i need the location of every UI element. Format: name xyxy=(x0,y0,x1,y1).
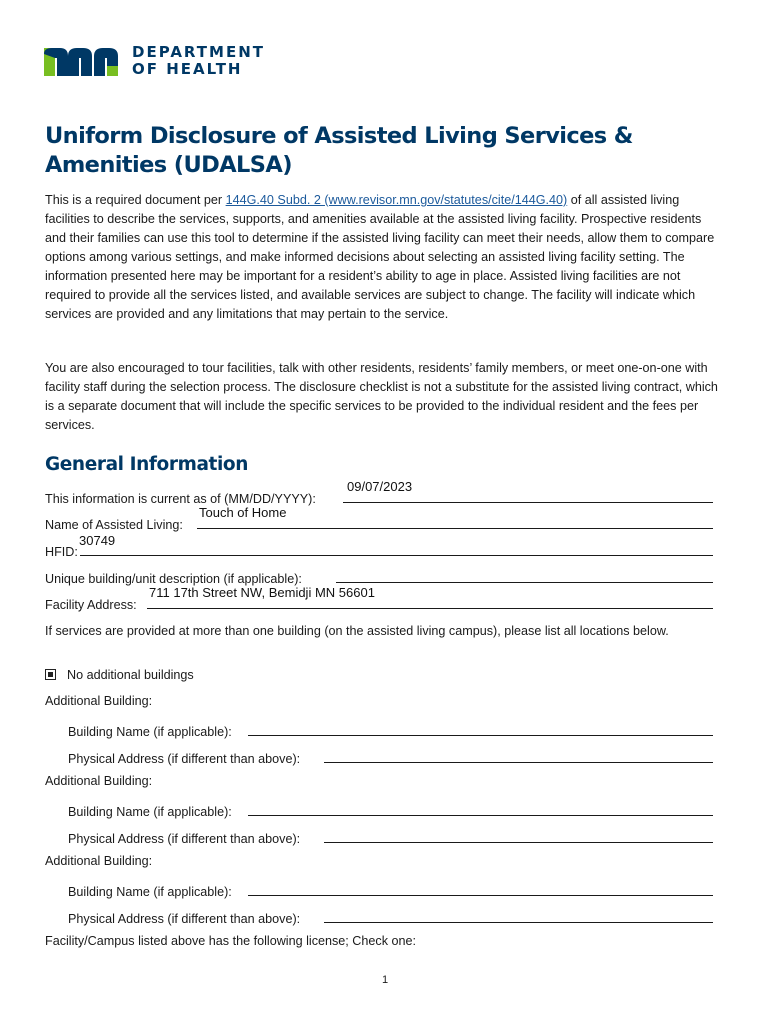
physical-address-field-3[interactable] xyxy=(324,922,713,923)
intro-text-before: This is a required document per xyxy=(45,193,226,207)
facility-address-field[interactable]: 711 17th Street NW, Bemidji MN 56601 xyxy=(149,585,375,600)
physical-address-row-1 xyxy=(68,746,713,766)
unique-building-field[interactable] xyxy=(336,582,713,583)
page-title: Uniform Disclosure of Assisted Living Services & Amenities (UDALSA) xyxy=(45,123,633,178)
building-name-label-3: Building Name (if applicable): xyxy=(68,885,232,899)
current-as-of-label: This information is current as of (MM/DD/YYYY): xyxy=(45,492,316,506)
multi-building-text: If services are provided at more than one building (on the assisted living campus), please list all locations below. xyxy=(45,624,669,638)
building-name-row-1 xyxy=(68,719,713,739)
current-as-of-field[interactable]: 09/07/2023 xyxy=(347,479,413,494)
additional-building-label-2: Additional Building: xyxy=(45,774,153,788)
building-name-row-2 xyxy=(68,799,713,819)
logo-line2: OF HEALTH xyxy=(132,60,243,78)
unique-building-row xyxy=(45,566,713,586)
tour-paragraph: You are also encouraged to tour facilities, talk with other residents, residents’ family members, or meet one-on-one with facility staff during the selection process. The disclosure checklist is not a substitute for the assisted living contract, which is a separate document that will include the specific services to be provided to the individual resident and the fees per services. xyxy=(45,361,718,432)
section-heading-general: General Information xyxy=(45,454,249,475)
license-text: Facility/Campus listed above has the following license; Check one: xyxy=(45,934,417,948)
physical-address-field-2[interactable] xyxy=(324,842,713,843)
physical-address-label-2: Physical Address (if different than above): xyxy=(68,832,301,846)
building-name-field-2[interactable] xyxy=(248,815,713,816)
physical-address-field-1[interactable] xyxy=(324,762,713,763)
physical-address-label-1: Physical Address (if different than above): xyxy=(68,752,301,766)
physical-address-label-3: Physical Address (if different than above): xyxy=(68,912,301,926)
checkbox-checked-mark xyxy=(48,672,53,677)
building-name-row-3 xyxy=(68,879,713,899)
hfid-field[interactable]: 30749 xyxy=(79,533,116,548)
physical-address-row-3 xyxy=(68,906,713,926)
building-name-field-3[interactable] xyxy=(248,895,713,896)
logo-line1: DEPARTMENT xyxy=(132,43,265,61)
name-row xyxy=(45,512,713,532)
hfid-row xyxy=(45,539,713,559)
hfid-label: HFID: xyxy=(45,545,78,559)
logo-text xyxy=(132,44,265,78)
building-name-field-1[interactable] xyxy=(248,735,713,736)
no-additional-buildings-label: No additional buildings xyxy=(67,668,194,682)
building-name-label-2: Building Name (if applicable): xyxy=(68,805,232,819)
facility-address-label: Facility Address: xyxy=(45,598,137,612)
physical-address-row-2 xyxy=(68,826,713,846)
additional-building-label-3: Additional Building: xyxy=(45,854,153,868)
intro-paragraph xyxy=(45,191,725,324)
additional-building-label-1: Additional Building: xyxy=(45,694,153,708)
building-name-label-1: Building Name (if applicable): xyxy=(68,725,232,739)
name-field[interactable]: Touch of Home xyxy=(199,505,287,520)
statute-link[interactable]: 144G.40 Subd. 2 (www.revisor.mn.gov/statutes/cite/144G.40) xyxy=(225,193,568,207)
facility-address-line xyxy=(147,608,713,609)
name-line xyxy=(197,528,713,529)
page-number: 1 xyxy=(381,974,389,986)
hfid-line xyxy=(80,555,713,556)
intro-text-after: of all assisted living facilities to describe the services, supports, and amenities available at the assisted living facility. Prospective residents and their families can use this tool to determine if the assisted living facility can meet their needs, allow them to compare options among various settings, and make informed decisions about selecting an assisted living facility setting. The information presented here may be important for a resident’s ability to age in place. Assisted living facilities are not required to provide all the services listed, and available services are subject to change. The facility will indicate which services are provided and any limitations that may pertain to the service. xyxy=(45,193,715,321)
current-as-of-line xyxy=(343,502,713,503)
no-additional-buildings-checkbox[interactable] xyxy=(45,669,56,680)
name-label: Name of Assisted Living: xyxy=(45,518,183,532)
facility-address-row xyxy=(45,592,713,612)
unique-building-label: Unique building/unit description (if applicable): xyxy=(45,572,302,586)
